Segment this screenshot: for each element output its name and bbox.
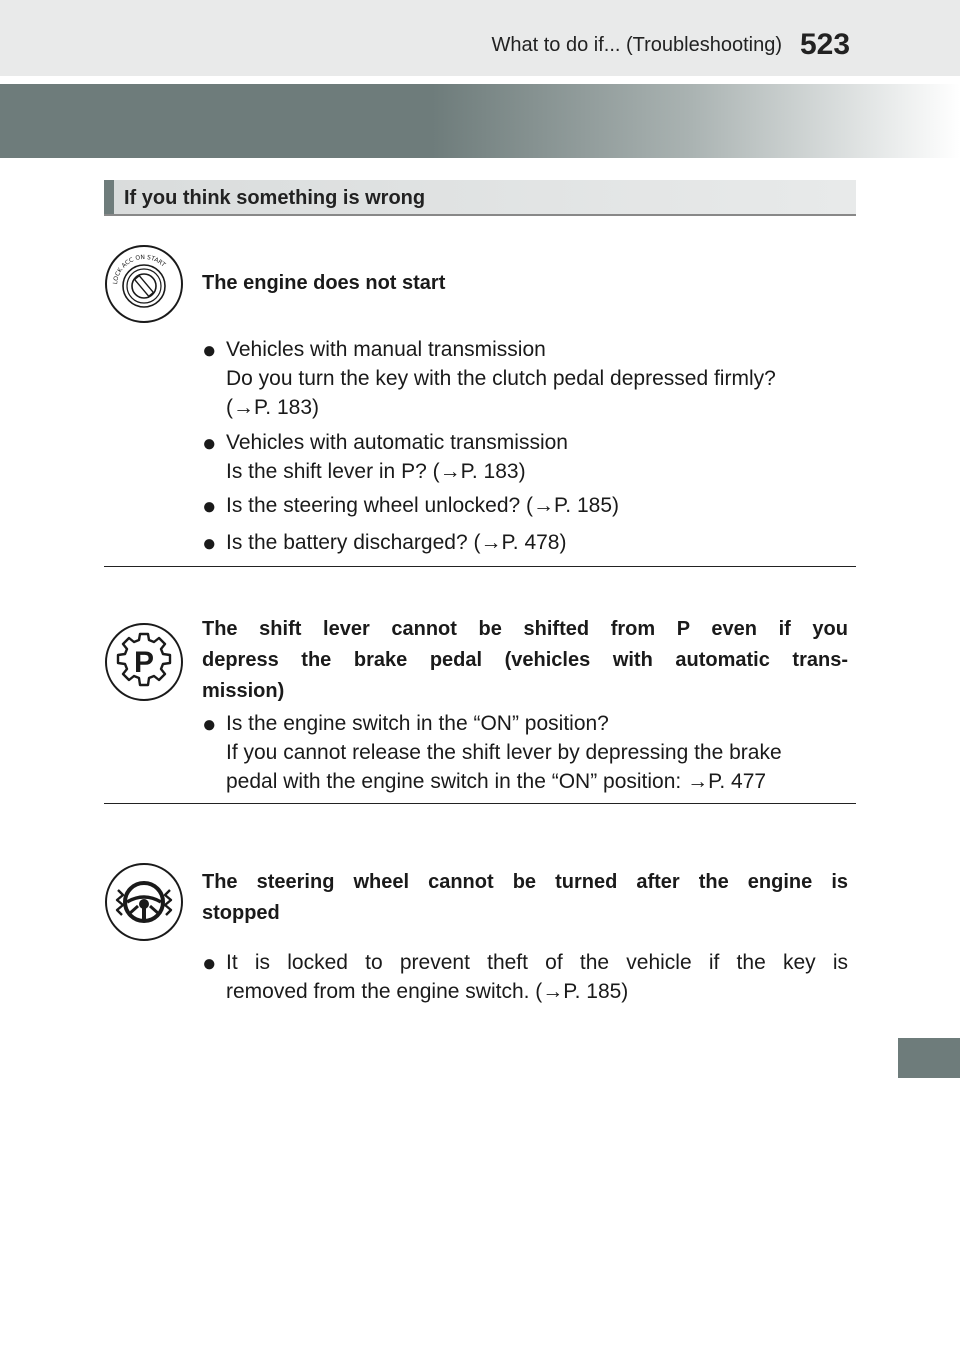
section-heading-text: If you think something is wrong: [124, 187, 426, 209]
item-title-steering-wheel: stopped: [202, 902, 280, 924]
bullet-line: If you cannot release the shift lever by depressing the brake: [226, 741, 782, 764]
bullet-line: Vehicles with manual transmission: [226, 338, 546, 361]
bullet-line: Is the steering wheel unlocked? (→P. 185): [226, 494, 620, 517]
chapter-banner: [0, 84, 960, 158]
item-title-shift-lever: depress the brake pedal (vehicles with automatic trans-: [202, 649, 848, 671]
page-number: 523: [800, 28, 851, 61]
steering-lock-warning-icon: [104, 862, 184, 942]
bullet-line: It is locked to prevent theft of the vehicle if the key is: [226, 951, 848, 974]
item-divider: [104, 803, 856, 804]
bullet-item: [202, 948, 862, 1008]
bullet-item: [202, 709, 862, 799]
gear-letter: P: [133, 646, 155, 679]
bullet-dot-icon: ●: [202, 530, 217, 557]
bullet-dot-icon: ●: [202, 337, 217, 364]
item-title-shift-lever: mission): [202, 680, 285, 702]
shift-lock-gear-p-icon: [104, 622, 184, 702]
bullet-line: Do you turn the key with the clutch pedal depressed firmly?: [226, 367, 776, 390]
bullet-dot-icon: ●: [202, 711, 217, 738]
bullet-item: [202, 491, 862, 521]
section-heading-accent: [104, 180, 114, 214]
bullet-line: Is the battery discharged? (→P. 478): [226, 531, 567, 554]
bullet-dot-icon: ●: [202, 950, 217, 977]
bullet-line: removed from the engine switch. (→P. 185): [226, 980, 629, 1003]
bullet-item: [202, 528, 862, 558]
item-title-engine-not-start: The engine does not start: [202, 272, 446, 294]
bullet-line: Is the shift lever in P? (→P. 183): [226, 460, 526, 483]
ignition-key-cylinder-icon: [104, 244, 184, 324]
bullet-line: (→P. 183): [226, 396, 319, 419]
section-heading: [104, 180, 856, 216]
item-title-steering-wheel: The steering wheel cannot be turned after the engine is: [202, 871, 848, 893]
chapter-thumb-tab: [898, 1038, 960, 1078]
bullet-line: Is the engine switch in the “ON” position?: [226, 712, 609, 735]
bullet-item: [202, 428, 862, 488]
ignition-labels: LOCK ACC ON START: [112, 253, 167, 285]
item-title-shift-lever: The shift lever cannot be shifted from P even if you: [202, 618, 848, 640]
bullet-line: pedal with the engine switch in the “ON” position: →P. 477: [226, 770, 767, 793]
bullet-line: Vehicles with automatic transmission: [226, 431, 568, 454]
chapter-title: What to do if... (Troubleshooting): [491, 34, 782, 56]
bullet-dot-icon: ●: [202, 493, 217, 520]
bullet-dot-icon: ●: [202, 430, 217, 457]
bullet-item: [202, 335, 862, 425]
item-divider: [104, 566, 856, 567]
